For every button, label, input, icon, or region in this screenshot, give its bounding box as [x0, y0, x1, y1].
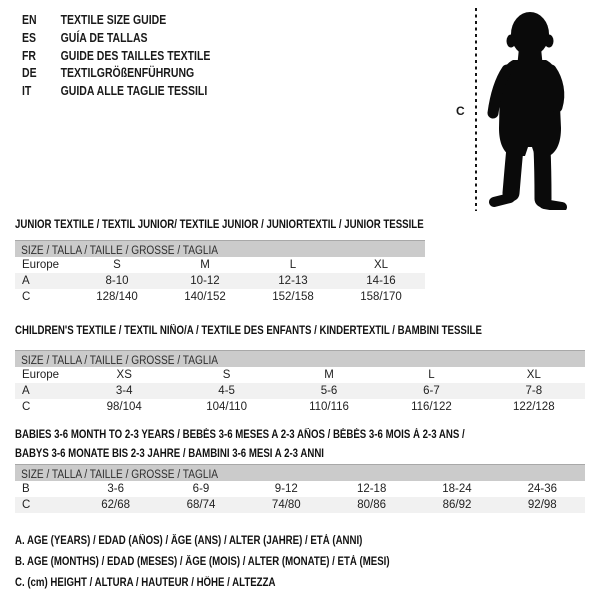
size-value: 12-18: [356, 483, 387, 495]
language-label: TEXTILGRÖßENFÜHRUNG: [60, 66, 195, 81]
section-title-line: BABIES 3-6 MONTH TO 2-3 YEARS / BEBÉS 3-6 MESES A 2-3 AÑOS / BÉBÉS 3-6 MOIS À 2-3 ANS /: [15, 429, 465, 441]
size-value: 3-4: [115, 385, 133, 397]
language-code: ES: [22, 30, 37, 45]
language-label: GUÍA DE TALLAS: [60, 30, 148, 45]
section-title-babies: [15, 426, 465, 464]
size-value: 74/80: [271, 499, 301, 511]
size-value: 110/116: [309, 401, 349, 413]
language-code: FR: [22, 48, 37, 63]
size-value: L: [428, 369, 435, 381]
language-code: IT: [22, 84, 32, 99]
section-title-line: JUNIOR TEXTILE / TEXTIL JUNIOR/ TEXTILE JUNIOR / JUNIORTEXTIL / JUNIOR TESSILE: [15, 219, 424, 231]
size-table-header-bar: [15, 464, 585, 481]
row-label: A: [22, 385, 30, 397]
size-value: 7-8: [525, 385, 543, 397]
footnote-c: C. (cm) HEIGHT / ALTURA / HAUTEUR / HÖHE / ALTEZZA: [15, 576, 276, 589]
size-table-header: SIZE / TALLA / TAILLE / GRÖSSE / TAGLIA: [21, 469, 219, 481]
size-value: 3-6: [107, 483, 124, 495]
row-label: Europe: [22, 369, 60, 381]
size-value: L: [289, 259, 297, 271]
language-row: [22, 30, 210, 48]
language-list: [22, 12, 246, 101]
size-value: 6-9: [192, 483, 210, 495]
size-table-header-bar: [15, 240, 425, 257]
size-value: 104/110: [206, 401, 247, 413]
size-value: 122/128: [513, 401, 555, 413]
table-row: [15, 273, 425, 289]
language-label: TEXTILE SIZE GUIDE: [60, 13, 167, 27]
size-value: S: [113, 259, 121, 271]
size-value: XS: [116, 369, 132, 381]
size-value: 158/170: [360, 291, 402, 303]
row-label: B: [22, 483, 30, 495]
size-value: 98/104: [106, 401, 142, 413]
section-title-children: [15, 322, 482, 341]
language-row: [22, 48, 210, 66]
size-value: 4-5: [218, 385, 235, 397]
figure-height-label: C: [456, 104, 465, 118]
size-value: 10-12: [190, 275, 220, 287]
size-value: 6-7: [423, 385, 440, 397]
size-value: 24-36: [527, 483, 558, 495]
language-code: EN: [22, 13, 37, 27]
size-value: 18-24: [442, 483, 472, 495]
section-title-junior: [15, 216, 424, 235]
size-value: 68/74: [186, 499, 216, 511]
language-code: DE: [22, 66, 37, 81]
size-value: M: [200, 259, 210, 271]
footnote-list: [15, 531, 461, 594]
size-value: S: [222, 369, 231, 381]
language-label: GUIDE DES TAILLES TEXTILE: [60, 48, 211, 63]
language-row: [22, 65, 210, 83]
size-value: 92/98: [527, 499, 557, 511]
size-value: 62/68: [101, 499, 131, 511]
size-value: 116/122: [411, 401, 452, 413]
size-value: 140/152: [184, 291, 226, 303]
size-table-header: SIZE / TALLA / TAILLE / GRÖSSE / TAGLIA: [21, 355, 219, 367]
table-row: [15, 367, 585, 383]
table-row: [15, 257, 425, 273]
height-measure-line: [475, 8, 477, 211]
size-value: 9-12: [274, 483, 298, 495]
section-title-line: BABYS 3-6 MONATE BIS 2-3 JAHRE / BAMBINI 3-6 MESI A 2-3 ANNI: [15, 448, 324, 460]
footnote-b: B. AGE (MONTHS) / EDAD (MESES) / ÂGE (MOIS) / ALTER (MONATE) / ETÀ (MESI): [15, 555, 390, 568]
size-value: 14-16: [366, 275, 396, 287]
table-row: [15, 399, 585, 415]
language-row: [22, 83, 210, 101]
section-title-line: CHILDREN'S TEXTILE / TEXTIL NIÑO/A / TEXTILE DES ENFANTS / KINDERTEXTIL / BAMBINI TESSILE: [15, 325, 482, 337]
row-label: Europe: [22, 259, 60, 271]
row-label: C: [22, 291, 31, 303]
size-value: XL: [373, 259, 389, 271]
table-row: [15, 289, 425, 305]
table-row: [15, 481, 585, 497]
size-table-children: [15, 350, 585, 415]
size-value: 86/92: [442, 499, 472, 511]
row-label: C: [22, 401, 31, 413]
language-row: [22, 12, 210, 30]
size-value: 8-10: [105, 275, 129, 287]
size-value: 5-6: [320, 385, 338, 397]
size-value: 80/86: [357, 499, 387, 511]
size-value: 128/140: [96, 291, 138, 303]
size-value: 152/158: [272, 291, 314, 303]
table-row: [15, 383, 585, 399]
size-value: 12-13: [278, 275, 308, 287]
size-table-header: SIZE / TALLA / TAILLE / GRÖSSE / TAGLIA: [21, 245, 219, 257]
size-value: M: [324, 369, 334, 381]
size-table-junior: [15, 240, 425, 305]
baby-silhouette-icon: [481, 10, 576, 210]
size-value: XL: [526, 369, 541, 381]
footnote-a: A. AGE (YEARS) / EDAD (AÑOS) / ÂGE (ANS) / ALTER (JAHRE) / ETÀ (ANNI): [15, 535, 363, 547]
size-table-babies: [15, 464, 585, 513]
row-label: C: [22, 499, 31, 511]
language-label: GUIDA ALLE TAGLIE TESSILI: [60, 84, 208, 99]
table-row: [15, 497, 585, 513]
size-table-header-bar: [15, 350, 585, 367]
row-label: A: [22, 275, 30, 287]
